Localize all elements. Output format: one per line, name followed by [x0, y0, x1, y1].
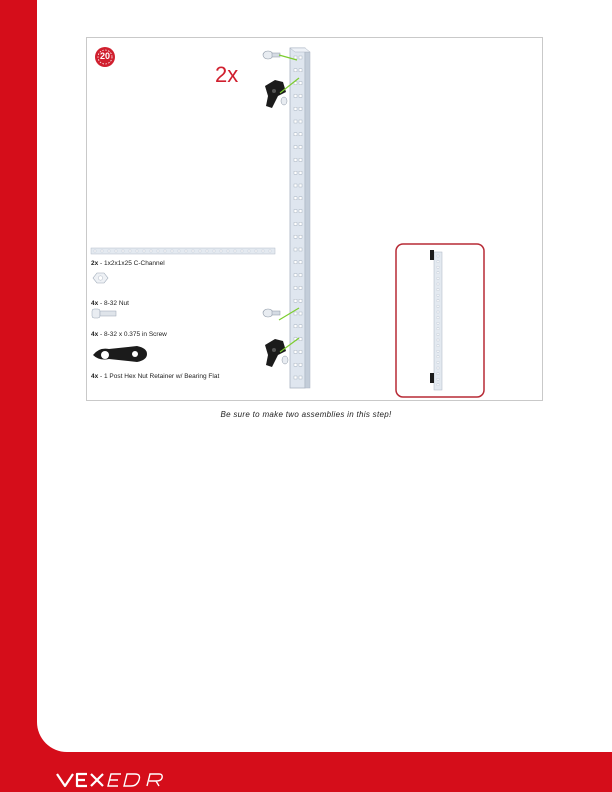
- left-red-sidebar: [0, 0, 37, 792]
- assembly-quantity: 2x: [215, 62, 239, 87]
- step-caption: Be sure to make two assemblies in this step!: [220, 410, 392, 419]
- assembly-illustration: [87, 38, 542, 400]
- instruction-panel: [86, 37, 543, 401]
- inset-detail: [396, 244, 484, 397]
- step-number: 20: [99, 51, 110, 61]
- part-c-channel-image: [91, 248, 275, 254]
- part-label-retainer: 4x - 1 Post Hex Nut Retainer w/ Bearing Flat: [91, 373, 220, 380]
- screw-bottom: [263, 309, 280, 317]
- part-label-c-channel: 2x - 1x2x1x25 C-Channel: [91, 260, 165, 267]
- part-label-screw: 4x - 8-32 x 0.375 in Screw: [91, 331, 167, 338]
- page-corner-curve: [37, 722, 67, 752]
- part-screw-image: [92, 309, 116, 318]
- retainer-top: [265, 80, 287, 108]
- retainer-bottom: [265, 339, 288, 367]
- screw-top: [263, 51, 280, 59]
- part-retainer-image: [93, 346, 147, 362]
- c-channel-main: [290, 48, 310, 388]
- vex-edr-logo: [55, 766, 200, 790]
- part-label-nut: 4x - 8-32 Nut: [91, 300, 129, 307]
- part-nut-image: [93, 273, 108, 283]
